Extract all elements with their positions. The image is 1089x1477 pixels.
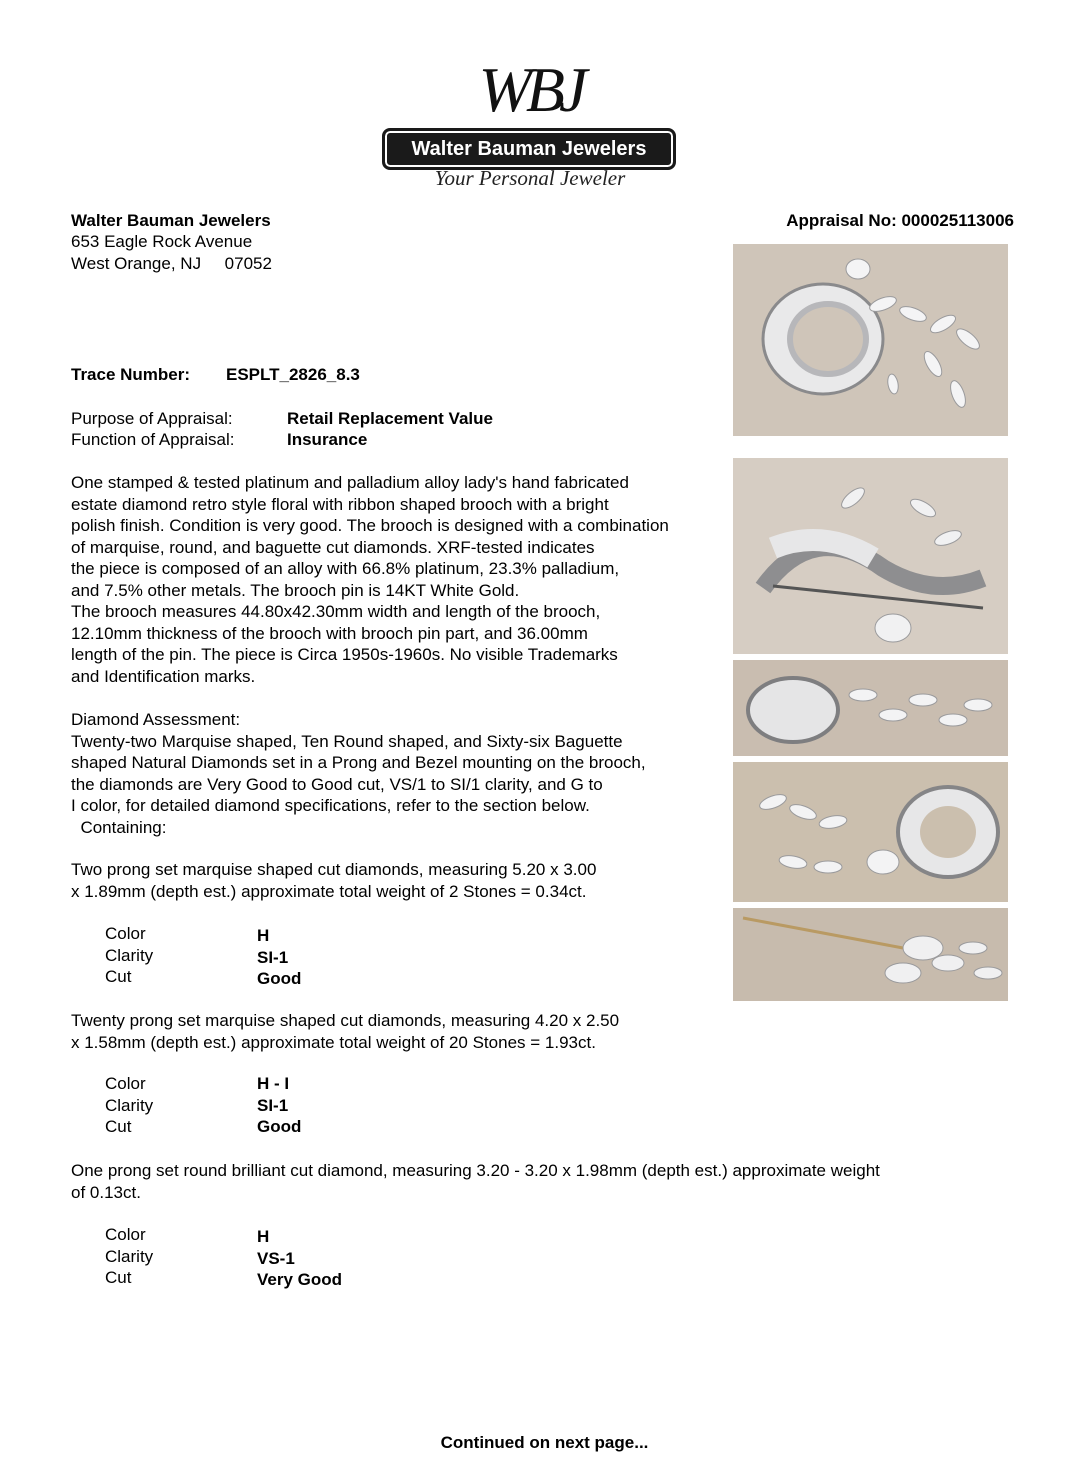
assessment-line: I color, for detailed diamond specifications, refer to the section below. (71, 796, 590, 815)
stone-description (71, 1160, 880, 1203)
spec-label: Clarity (105, 1246, 154, 1266)
assessment-line: Twenty-two Marquise shaped, Ten Round shaped, and Sixty-six Baguette (71, 731, 623, 751)
assessment-line: shaped Natural Diamonds set in a Prong and Bezel mounting on the brooch, (71, 753, 646, 772)
stone-line: of 0.13ct. (71, 1182, 141, 1202)
function-value: Insurance (287, 430, 368, 449)
stone-specs (105, 1225, 405, 1290)
stone-description (71, 859, 596, 902)
spec-value: H (257, 926, 270, 945)
stone-line: Two prong set marquise shaped cut diamonds, measuring 5.20 x 3.00 (71, 860, 597, 879)
spec-row-clarity (105, 946, 405, 968)
description-line: the piece is composed of an alloy with 66.8% platinum, 23.3% palladium, (71, 559, 620, 578)
spec-row-cut (105, 967, 405, 989)
spec-label: Color (105, 1225, 146, 1244)
spec-label: Color (105, 1074, 146, 1093)
description-line: polish finish. Condition is very good. The brooch is designed with a combination (71, 516, 669, 535)
spec-value: Very Good (257, 1270, 343, 1289)
brooch-photo-angle (733, 762, 1008, 902)
description-line: and Identification marks. (71, 666, 256, 686)
company-name: Walter Bauman Jewelers (71, 211, 271, 230)
stone-line: x 1.89mm (depth est.) approximate total weight of 2 Stones = 0.34ct. (71, 881, 587, 901)
spec-value: VS-1 (257, 1248, 295, 1268)
spec-value: H (257, 1227, 270, 1246)
assessment-line: Containing: (71, 817, 167, 837)
spec-value: H - I (257, 1074, 290, 1093)
appraisal-number: Appraisal No: 000025113006 (786, 211, 1014, 230)
spec-row-clarity (105, 1096, 405, 1118)
spec-row-color (105, 1225, 405, 1247)
stone-line: Twenty prong set marquise shaped cut diamonds, measuring 4.20 x 2.50 (71, 1011, 620, 1030)
brooch-photo-back (733, 458, 1008, 654)
description-line: and 7.5% other metals. The brooch pin is 14KT White Gold. (71, 580, 520, 600)
stone-line: x 1.58mm (depth est.) approximate total weight of 20 Stones = 1.93ct. (71, 1032, 596, 1052)
address-line-2: West Orange, NJ 07052 (71, 254, 272, 273)
spec-label: Clarity (105, 1095, 154, 1115)
spec-row-color (105, 924, 405, 946)
spec-row-clarity (105, 1247, 405, 1269)
purpose-value: Retail Replacement Value (287, 409, 493, 428)
spec-label: Cut (105, 967, 132, 986)
logo-tagline: Your Personal Jeweler (434, 166, 626, 190)
trace-label: Trace Number: (71, 365, 191, 384)
spec-label: Color (105, 924, 146, 943)
description-line: of marquise, round, and baguette cut diamonds. XRF-tested indicates (71, 537, 595, 557)
stone-line: One prong set round brilliant cut diamond, measuring 3.20 - 3.20 x 1.98mm (depth est.) approximate weight (71, 1161, 880, 1180)
logo-monogram: WBJ (478, 54, 582, 125)
spec-row-cut (105, 1117, 405, 1139)
spec-label: Cut (105, 1117, 132, 1136)
description-line: length of the pin. The piece is Circa 1950s-1960s. No visible Trademarks (71, 645, 618, 664)
spec-label: Clarity (105, 945, 154, 965)
spec-row-cut (105, 1268, 405, 1290)
spec-label: Cut (105, 1268, 132, 1287)
continued-note: Continued on next page... (440, 1433, 649, 1452)
brooch-photo-front (733, 244, 1008, 436)
company-logo (380, 50, 680, 200)
description-line: The brooch measures 44.80x42.30mm width and length of the brooch, (71, 602, 601, 621)
description-line: One stamped & tested platinum and palladium alloy lady's hand fabricated (71, 473, 629, 492)
logo-banner: Walter Bauman Jewelers (382, 128, 676, 170)
assessment-line: the diamonds are Very Good to Good cut, VS/1 to SI/1 clarity, and G to (71, 774, 603, 794)
trace-value: ESPLT_2826_8.3 (226, 365, 360, 384)
description-line: 12.10mm thickness of the brooch with brooch pin part, and 36.00mm (71, 623, 588, 643)
spec-value: SI-1 (257, 947, 289, 967)
spec-value: Good (257, 969, 302, 988)
description-paragraph (71, 472, 669, 687)
description-line: estate diamond retro style floral with ribbon shaped brooch with a bright (71, 494, 609, 514)
spec-row-color (105, 1074, 405, 1096)
stone-specs (105, 1074, 405, 1139)
purpose-label: Purpose of Appraisal: (71, 409, 233, 428)
spec-value: SI-1 (257, 1095, 289, 1115)
diamond-assessment (71, 709, 646, 838)
address-line-1: 653 Eagle Rock Avenue (71, 232, 253, 251)
spec-value: Good (257, 1117, 302, 1136)
stone-specs (105, 924, 405, 989)
brooch-photo-pin (733, 908, 1008, 1001)
assessment-heading: Diamond Assessment: (71, 710, 241, 729)
brooch-photo-side (733, 660, 1008, 756)
function-label: Function of Appraisal: (71, 430, 235, 449)
stone-description (71, 1010, 619, 1053)
